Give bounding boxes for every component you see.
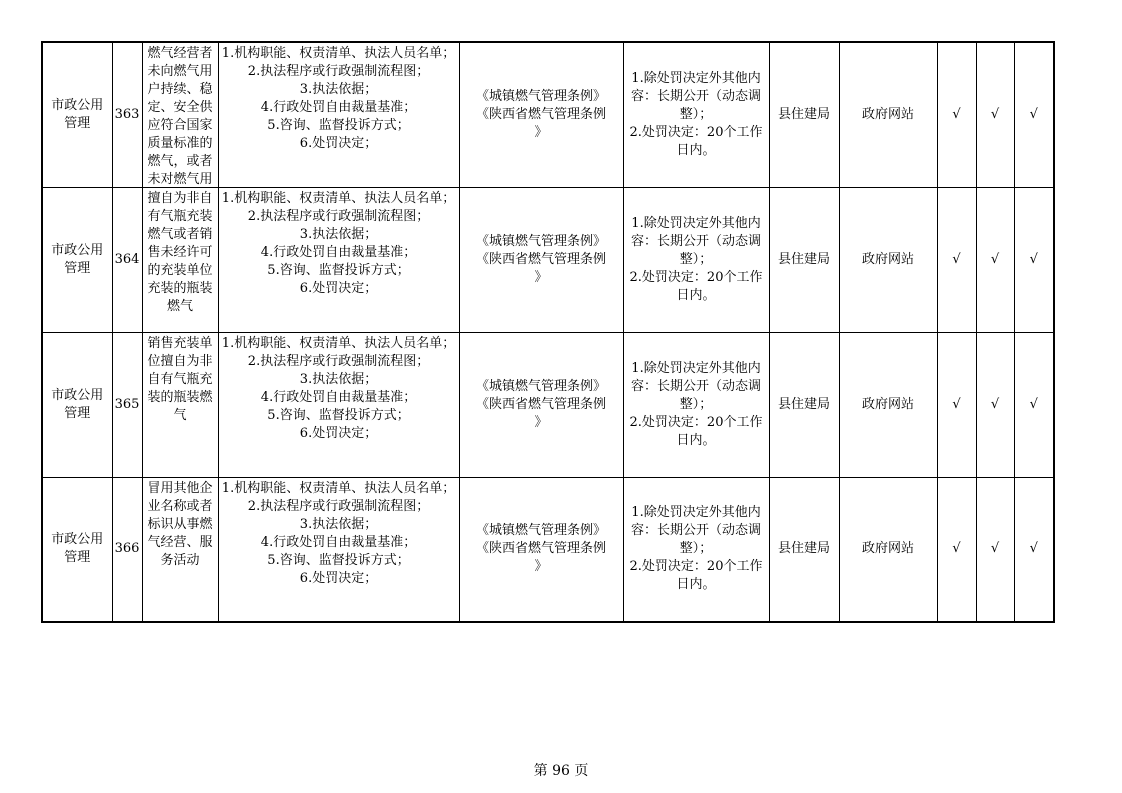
content-line: 6.处罚决定； [299, 136, 378, 151]
number-cell: 364 [112, 187, 142, 332]
basis-line: 》 [534, 559, 548, 575]
time-cell [623, 332, 769, 477]
content-cell [218, 42, 459, 187]
item-cell [142, 187, 218, 332]
disclosure-table [41, 41, 1055, 623]
basis-line: 《陕西省燃气管理条例 [475, 396, 606, 412]
category-cell: 市政公用管理 [42, 477, 112, 622]
check-mark: √ [937, 477, 976, 622]
item-text: 擅自为非自有气瓶充装燃气或者销售未经许可的充装单位充装的瓶装燃气 [147, 190, 213, 314]
content-line: 1.机构职能、权责清单、执法人员名单； [221, 480, 456, 496]
basis-line: 《城镇燃气管理条例》 [475, 233, 606, 249]
item-cell [142, 332, 218, 477]
channel-cell: 政府网站 [839, 477, 937, 622]
content-line: 4.行政处罚自由裁量基准； [260, 534, 417, 550]
time-line: 2.处罚决定：20个工作日内。 [629, 124, 763, 158]
table-row [42, 187, 1054, 332]
content-line: 2.执法程序或行政强制流程图； [247, 208, 430, 224]
basis-cell [459, 42, 623, 187]
check-mark: √ [937, 332, 976, 477]
content-line: 6.处罚决定； [299, 570, 378, 586]
content-line: 2.执法程序或行政强制流程图； [247, 353, 430, 369]
content-cell [218, 332, 459, 477]
content-line: 3.执法依据； [299, 516, 378, 532]
category-cell: 市政公用管理 [42, 187, 112, 332]
basis-line: 《城镇燃气管理条例》 [475, 523, 606, 539]
subject-cell: 县住建局 [769, 332, 839, 477]
channel-cell: 政府网站 [839, 332, 937, 477]
item-cell [142, 42, 218, 187]
basis-line: 《城镇燃气管理条例》 [475, 378, 606, 394]
time-cell [623, 477, 769, 622]
content-line: 4.行政处罚自由裁量基准； [260, 389, 417, 405]
content-line: 2.执法程序或行政强制流程图； [247, 64, 430, 79]
item-text: 销售充装单位擅自为非自有气瓶充装的瓶装燃气 [147, 335, 213, 423]
check-mark: √ [976, 42, 1014, 187]
time-line: 2.处罚决定：20个工作日内。 [629, 559, 763, 593]
check-mark: √ [1014, 42, 1054, 187]
time-cell [623, 42, 769, 187]
content-line: 5.咨询、监督投诉方式； [267, 552, 410, 568]
check-mark: √ [937, 42, 976, 187]
subject-cell: 县住建局 [769, 477, 839, 622]
basis-cell [459, 477, 623, 622]
check-mark: √ [976, 477, 1014, 622]
basis-line: 《陕西省燃气管理条例 [475, 541, 606, 557]
item-text: 燃气经营者未向燃气用户持续、稳定、安全供应符合国家质量标准的燃气，或者未对燃气用 [147, 46, 213, 186]
item-text: 冒用其他企业名称或者标识从事燃气经营、服务活动 [147, 480, 213, 568]
subject-cell: 县住建局 [769, 187, 839, 332]
content-line: 6.处罚决定； [299, 425, 378, 441]
basis-cell [459, 332, 623, 477]
content-line: 1.机构职能、权责清单、执法人员名单； [221, 335, 456, 351]
content-line: 5.咨询、监督投诉方式； [267, 262, 410, 278]
time-line: 1.除处罚决定外其他内容：长期公开（动态调整）； [630, 505, 761, 557]
content-cell [218, 187, 459, 332]
content-line: 6.处罚决定； [299, 280, 378, 296]
time-cell [623, 187, 769, 332]
item-cell [142, 477, 218, 622]
page-footer: 第 96 页 [533, 763, 589, 779]
number-cell: 365 [112, 332, 142, 477]
table-row [42, 477, 1054, 622]
number-cell: 363 [112, 42, 142, 187]
check-mark: √ [1014, 477, 1054, 622]
number-cell: 366 [112, 477, 142, 622]
table-row [42, 42, 1054, 187]
check-mark: √ [937, 187, 976, 332]
content-line: 4.行政处罚自由裁量基准； [260, 100, 417, 115]
content-cell [218, 477, 459, 622]
check-mark: √ [1014, 332, 1054, 477]
content-line: 3.执法依据； [299, 82, 378, 97]
time-line: 2.处罚决定：20个工作日内。 [629, 414, 763, 448]
basis-line: 《陕西省燃气管理条例 [475, 251, 606, 267]
table-row [42, 332, 1054, 477]
basis-line: 《陕西省燃气管理条例 [475, 106, 606, 122]
content-line: 3.执法依据； [299, 371, 378, 387]
channel-cell: 政府网站 [839, 42, 937, 187]
basis-line: 》 [534, 414, 548, 430]
content-line: 4.行政处罚自由裁量基准； [260, 244, 417, 260]
subject-cell: 县住建局 [769, 42, 839, 187]
basis-cell [459, 187, 623, 332]
basis-line: 《城镇燃气管理条例》 [475, 88, 606, 104]
time-line: 1.除处罚决定外其他内容：长期公开（动态调整）； [630, 360, 761, 412]
content-line: 5.咨询、监督投诉方式； [267, 407, 410, 423]
content-line: 2.执法程序或行政强制流程图； [247, 498, 430, 514]
basis-line: 》 [534, 269, 548, 285]
category-cell: 市政公用管理 [42, 42, 112, 187]
content-line: 1.机构职能、权责清单、执法人员名单； [221, 46, 456, 61]
basis-line: 》 [534, 124, 548, 140]
category-cell: 市政公用管理 [42, 332, 112, 477]
check-mark: √ [976, 332, 1014, 477]
check-mark: √ [1014, 187, 1054, 332]
time-line: 1.除处罚决定外其他内容：长期公开（动态调整）； [630, 70, 761, 122]
time-line: 2.处罚决定：20个工作日内。 [629, 269, 763, 303]
check-mark: √ [976, 187, 1014, 332]
content-line: 1.机构职能、权责清单、执法人员名单； [221, 190, 456, 206]
time-line: 1.除处罚决定外其他内容：长期公开（动态调整）； [630, 215, 761, 267]
content-line: 3.执法依据； [299, 226, 378, 242]
channel-cell: 政府网站 [839, 187, 937, 332]
content-line: 5.咨询、监督投诉方式； [267, 118, 410, 133]
